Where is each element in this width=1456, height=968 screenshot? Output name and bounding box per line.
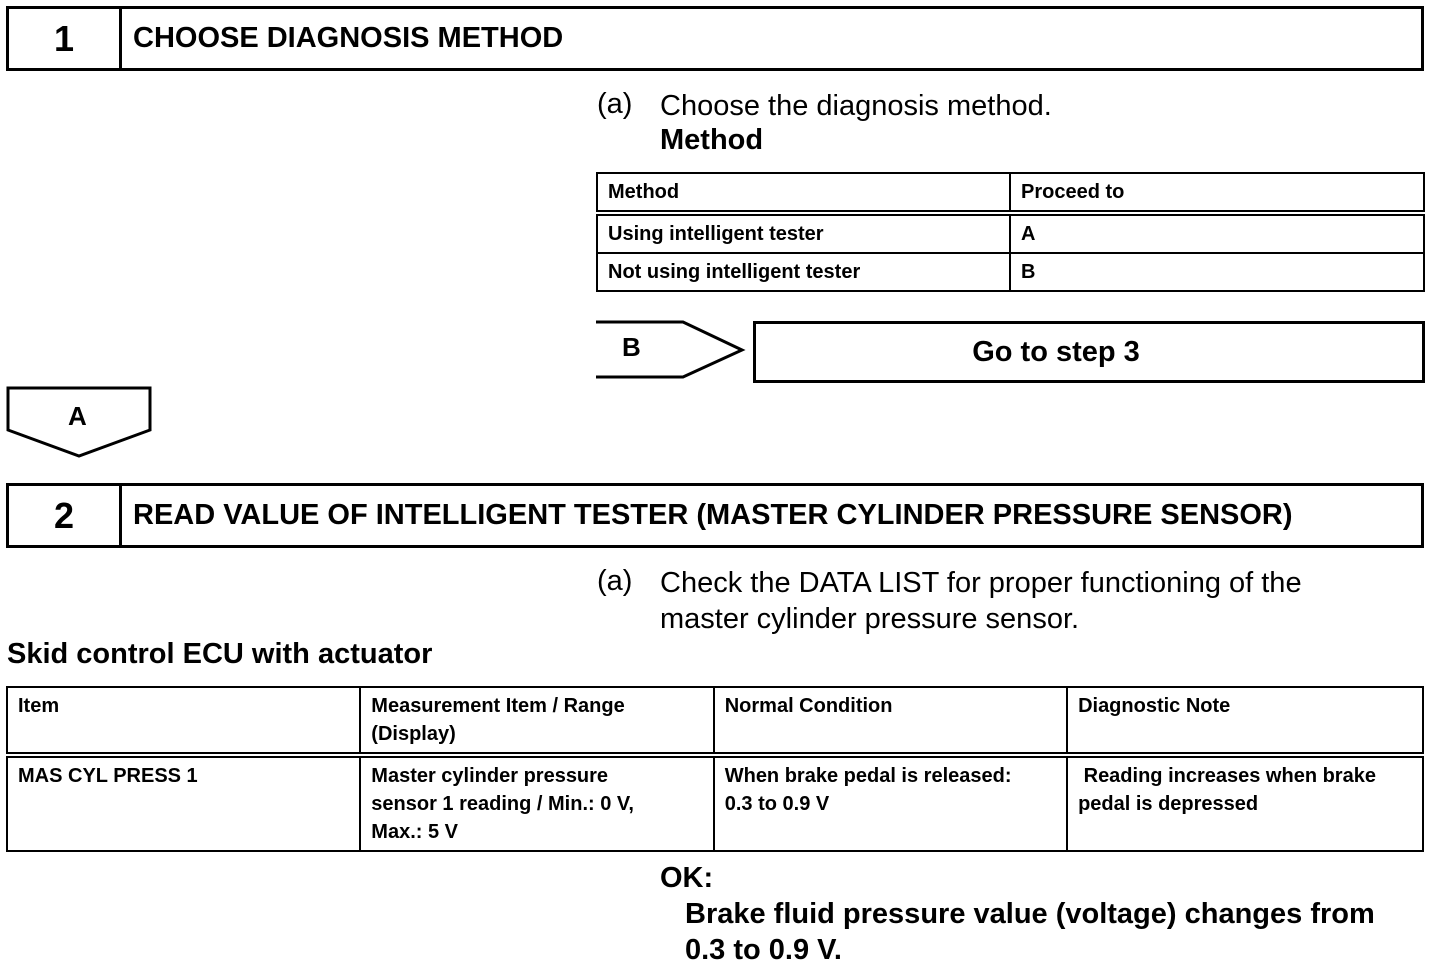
header-diagnostic-note xyxy=(1067,687,1423,755)
header-normal-condition xyxy=(714,687,1067,755)
cell-item-text: MAS CYL PRESS 1 xyxy=(18,765,198,787)
step-number: 1 xyxy=(9,9,122,68)
cell-method: Not using intelligent tester xyxy=(597,253,1010,291)
header-method: Method xyxy=(597,173,1010,213)
data-list-table xyxy=(6,686,1424,852)
cell-note-line-2: pedal is depressed xyxy=(1078,793,1259,815)
branch-a-arrow xyxy=(6,386,154,460)
header-note-text: Diagnostic Note xyxy=(1078,695,1231,717)
table-header-row xyxy=(7,687,1423,755)
header-measurement xyxy=(360,687,713,755)
instruction-text-line-1: Check the DATA LIST for proper functioning of the xyxy=(660,567,1302,599)
cell-normal-condition xyxy=(714,755,1067,851)
instruction-label: (a) xyxy=(597,565,633,597)
instruction-label: (a) xyxy=(597,88,633,120)
instruction-text-line-2: master cylinder pressure sensor. xyxy=(660,603,1080,635)
cell-note-line-1: Reading increases when brake xyxy=(1078,765,1376,787)
cell-measurement-line-1: Master cylinder pressure xyxy=(371,765,609,787)
header-item-text: Item xyxy=(18,695,60,717)
ok-line-2: 0.3 to 0.9 V. xyxy=(685,934,842,966)
branch-b-label: B xyxy=(622,332,641,362)
header-item xyxy=(7,687,360,755)
table-row xyxy=(7,755,1423,851)
branch-a-label: A xyxy=(68,401,87,431)
step-2-header xyxy=(6,483,1424,548)
cell-diagnostic-note xyxy=(1067,755,1423,851)
table-row xyxy=(597,213,1424,253)
goto-step-text: Go to step 3 xyxy=(972,335,1140,368)
cell-measurement-line-3: Max.: 5 V xyxy=(371,821,458,843)
header-proceed-to: Proceed to xyxy=(1010,173,1424,213)
step-title: READ VALUE OF INTELLIGENT TESTER (MASTER CYLINDER PRESSURE SENSOR) xyxy=(133,499,1293,531)
ok-line-1: Brake fluid pressure value (voltage) changes from xyxy=(685,898,1375,930)
header-measurement-line-2: (Display) xyxy=(371,723,456,745)
branch-b-arrow xyxy=(596,320,746,380)
cell-proceed-to: B xyxy=(1010,253,1424,291)
step-1-header xyxy=(6,6,1424,71)
header-measurement-line-1: Measurement Item / Range xyxy=(371,695,625,717)
cell-normal-line-1: When brake pedal is released: xyxy=(724,765,1012,787)
cell-measurement xyxy=(360,755,713,851)
section-heading: Skid control ECU with actuator xyxy=(7,638,433,670)
cell-proceed-to: A xyxy=(1010,213,1424,253)
right-arrow-icon xyxy=(596,320,746,380)
goto-step-3-box xyxy=(753,321,1425,383)
table-row xyxy=(597,253,1424,291)
method-subheading: Method xyxy=(660,124,764,156)
step-title: CHOOSE DIAGNOSIS METHOD xyxy=(133,22,564,54)
method-table xyxy=(596,172,1425,292)
step-number: 2 xyxy=(9,486,122,545)
table-header-row xyxy=(597,173,1424,213)
cell-method: Using intelligent tester xyxy=(597,213,1010,253)
cell-normal-line-2: 0.3 to 0.9 V xyxy=(724,793,830,815)
cell-item xyxy=(7,755,360,851)
header-normal-text: Normal Condition xyxy=(724,695,893,717)
instruction-text: Choose the diagnosis method. xyxy=(660,90,1052,122)
ok-label: OK: xyxy=(660,862,714,894)
cell-measurement-line-2: sensor 1 reading / Min.: 0 V, xyxy=(371,793,634,815)
